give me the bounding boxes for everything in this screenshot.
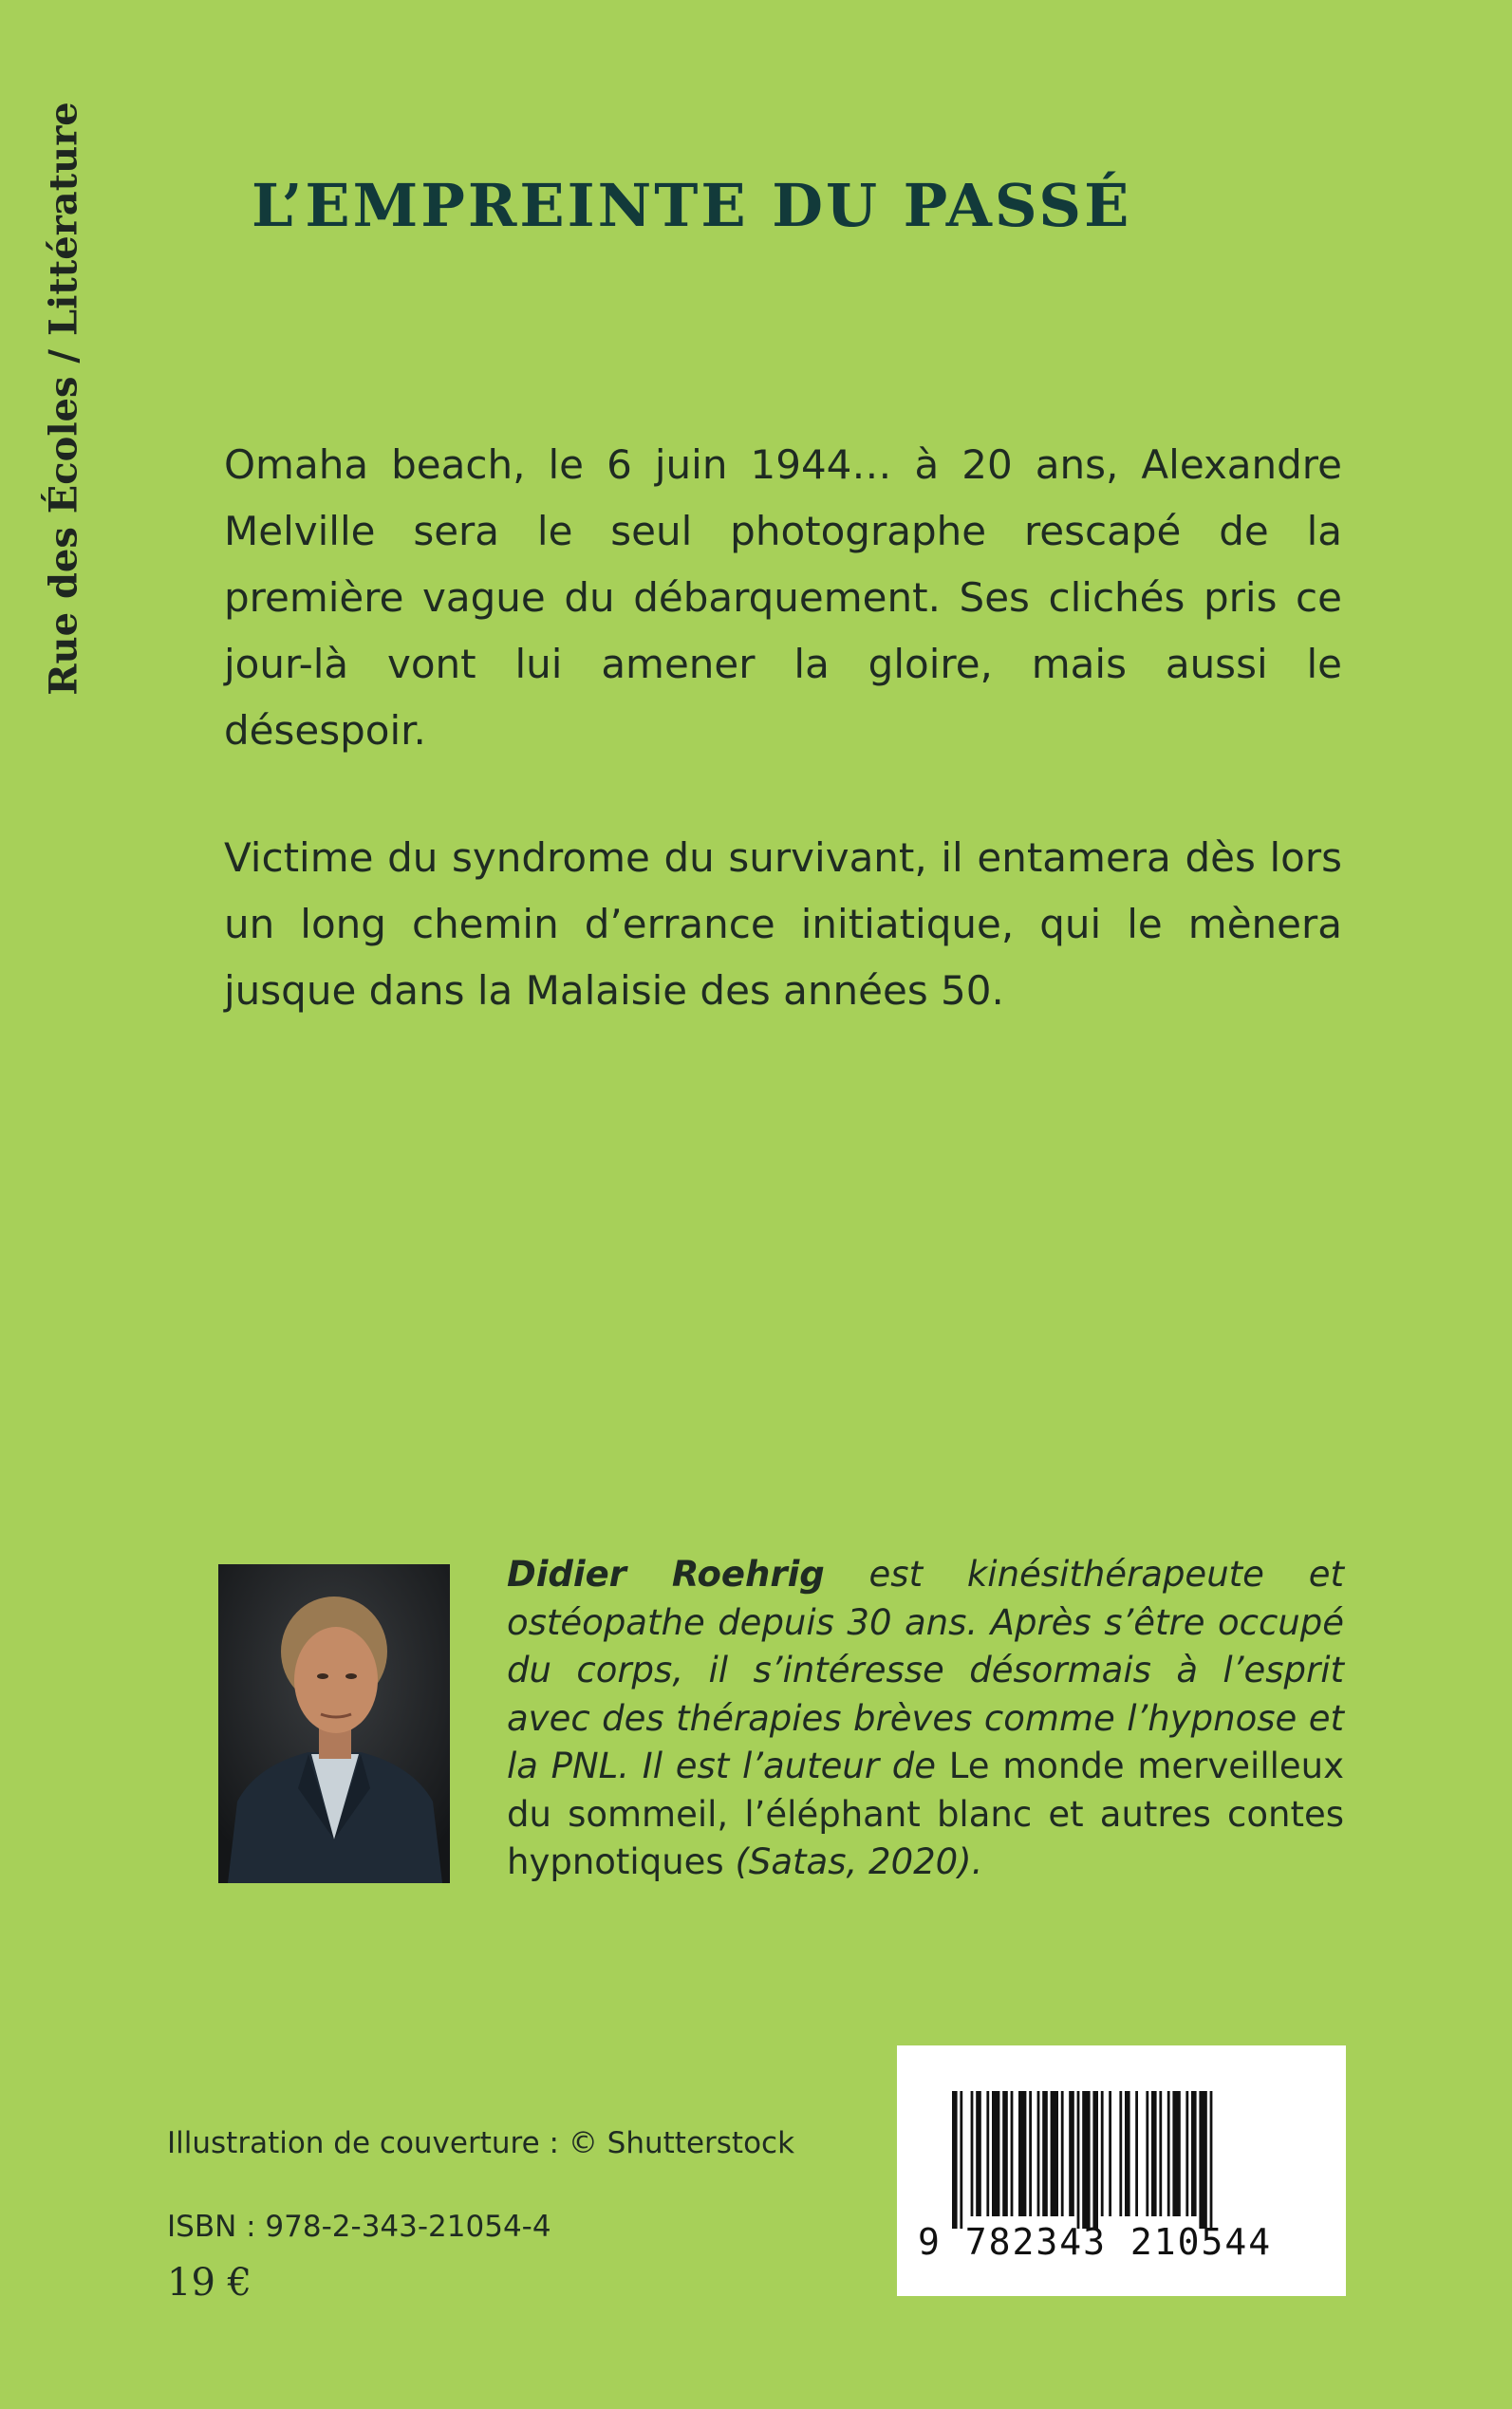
price: 19 €	[167, 2261, 252, 2305]
collection-name: Rue des Écoles / Littérature	[41, 102, 86, 696]
barcode-bar	[1018, 2091, 1026, 2216]
blurb-paragraph-1: Omaha beach, le 6 juin 1944… à 20 ans, Alexandre Melville sera le seul photographe rescapé de la première vague du débarquement. Ses clichés pris ce jour-là vont lui amener la gloire, mais aussi le désespoir.	[224, 441, 1342, 754]
barcode-bar	[976, 2091, 981, 2216]
barcode-bar	[1109, 2091, 1111, 2216]
barcode-bar	[960, 2091, 962, 2229]
book-blurb	[224, 432, 1342, 1085]
barcode-bar	[1125, 2091, 1130, 2216]
barcode-bar	[1151, 2091, 1157, 2216]
barcode-bar	[1061, 2091, 1064, 2216]
author-photo	[218, 1564, 450, 1883]
barcode-bar	[1135, 2091, 1138, 2216]
barcode-bar	[1042, 2091, 1048, 2216]
barcode-bar	[1069, 2091, 1074, 2216]
author-previous-work: Le monde merveilleux du sommeil, l’éléphant blanc et autres contes hypnotiques	[507, 1746, 1344, 1882]
barcode-bar	[986, 2091, 989, 2216]
illustration-credit: Illustration de couverture : © Shutterstock	[167, 2126, 795, 2160]
barcode-bar	[1191, 2091, 1197, 2216]
barcode-bar	[952, 2091, 958, 2229]
author-bio	[507, 1551, 1344, 1887]
barcode	[897, 2045, 1346, 2296]
barcode-bar	[1002, 2091, 1008, 2216]
author-publisher: (Satas, 2020).	[723, 1841, 983, 1882]
barcode-bar	[1159, 2091, 1162, 2216]
barcode-bar	[1077, 2091, 1080, 2229]
barcode-bar	[1172, 2091, 1180, 2216]
barcode-bar	[1082, 2091, 1090, 2229]
barcode-bar	[1119, 2091, 1122, 2216]
author-portrait-icon	[218, 1564, 450, 1883]
barcode-bar	[1101, 2091, 1104, 2216]
barcode-bar	[971, 2091, 974, 2216]
author-name: Didier Roehrig	[507, 1554, 825, 1595]
barcode-bar	[1210, 2091, 1213, 2229]
book-title: L’EMPREINTE DU PASSÉ	[252, 171, 1132, 240]
barcode-bar	[1146, 2091, 1148, 2216]
barcode-bar	[1037, 2091, 1040, 2216]
spine-collection-label	[21, 102, 106, 696]
blurb-paragraph-2: Victime du syndrome du survivant, il entamera dès lors un long chemin d’errance initiatique, qui le mènera jusque dans la Malaisie des années 50.	[224, 834, 1342, 1014]
barcode-digits: 9 782343 210544	[918, 2221, 1273, 2263]
barcode-bar	[992, 2091, 999, 2216]
barcode-bar	[1029, 2091, 1032, 2216]
barcode-bar	[1167, 2091, 1170, 2216]
isbn: ISBN : 978-2-343-21054-4	[167, 2210, 551, 2244]
barcode-bar	[1092, 2091, 1098, 2229]
barcode-bar	[1011, 2091, 1014, 2216]
author-bio-text: est kinésithérapeute et ostéopathe depuis 30 ans. Après s’être occupé du corps, il s’intéresse désormais à l’esprit avec des thérapies brèves comme l’hypnose et la PNL. Il est l’auteur de	[507, 1554, 1344, 1786]
barcode-bar	[1051, 2091, 1058, 2216]
barcode-bar	[1185, 2091, 1188, 2216]
barcode-bar	[1199, 2091, 1206, 2229]
